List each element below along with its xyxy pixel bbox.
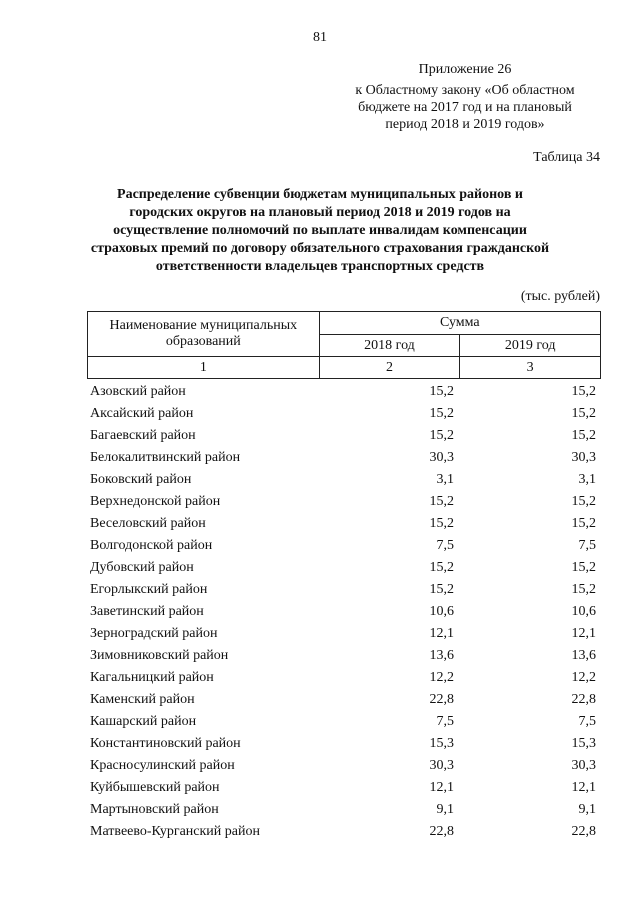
row-value-2018: 13,6 (429, 648, 454, 663)
row-value-2018: 15,2 (429, 428, 454, 443)
row-value-2019: 15,2 (571, 560, 596, 575)
appendix-line-2: бюджете на 2017 год и на плановый (358, 100, 572, 115)
page-number: 81 (313, 30, 327, 45)
row-value-2019: 15,2 (571, 406, 596, 421)
row-name: Волгодонской район (90, 538, 213, 553)
table-row (90, 381, 602, 403)
column-number-2: 2 (319, 357, 460, 379)
document-heading (70, 186, 570, 276)
row-value-2018: 15,3 (429, 736, 454, 751)
row-name: Константиновский район (90, 736, 241, 751)
row-value-2019: 3,1 (578, 472, 596, 487)
column-number-1: 1 (88, 357, 320, 379)
row-name: Аксайский район (90, 406, 194, 421)
table-row (90, 821, 602, 843)
table-row (90, 623, 602, 645)
row-value-2018: 15,2 (429, 582, 454, 597)
row-value-2019: 22,8 (571, 692, 596, 707)
row-value-2018: 7,5 (436, 538, 454, 553)
row-name: Заветинский район (90, 604, 204, 619)
row-name: Дубовский район (90, 560, 194, 575)
appendix-line-3: период 2018 и 2019 годов» (385, 117, 545, 132)
row-value-2019: 12,1 (571, 626, 596, 641)
column-header-sum: Сумма (319, 312, 600, 335)
row-name: Красносулинский район (90, 758, 235, 773)
heading-line-3: осуществление полномочий по выплате инвалидам компенсации (113, 223, 527, 238)
table-row (90, 425, 602, 447)
unit-label: (тыс. рублей) (520, 289, 600, 304)
table-header (87, 311, 601, 379)
row-value-2019: 13,6 (571, 648, 596, 663)
table-row (90, 601, 602, 623)
row-name: Каменский район (90, 692, 195, 707)
table-row (90, 755, 602, 777)
row-value-2018: 10,6 (429, 604, 454, 619)
row-value-2018: 15,2 (429, 560, 454, 575)
table-row (90, 403, 602, 425)
row-value-2019: 30,3 (571, 450, 596, 465)
heading-line-4: страховых премий по договору обязательного страхования гражданской (90, 241, 550, 256)
row-name: Мартыновский район (90, 802, 219, 817)
row-value-2019: 12,2 (571, 670, 596, 685)
row-name: Егорлыкский район (90, 582, 208, 597)
row-value-2018: 22,8 (429, 692, 454, 707)
row-value-2018: 12,1 (429, 626, 454, 641)
heading-line-5: ответственности владельцев транспортных средств (155, 259, 485, 274)
heading-line-1: Распределение субвенции бюджетам муниципальных районов и (117, 187, 523, 202)
appendix-title: Приложение 26 (418, 62, 512, 77)
table-body (90, 381, 602, 843)
row-value-2018: 15,2 (429, 406, 454, 421)
appendix-block (330, 61, 600, 133)
row-value-2018: 12,1 (429, 780, 454, 795)
row-value-2019: 15,2 (571, 494, 596, 509)
row-value-2018: 15,2 (429, 494, 454, 509)
column-number-3: 3 (460, 357, 601, 379)
table-row (90, 667, 602, 689)
row-value-2019: 15,2 (571, 516, 596, 531)
row-name: Куйбышевский район (90, 780, 220, 795)
column-header-name: Наименование муниципальных образований (88, 312, 320, 357)
row-value-2018: 22,8 (429, 824, 454, 839)
row-value-2018: 7,5 (436, 714, 454, 729)
table-row (90, 469, 602, 491)
row-value-2019: 22,8 (571, 824, 596, 839)
row-name: Кагальницкий район (90, 670, 214, 685)
row-value-2019: 10,6 (571, 604, 596, 619)
table-row (90, 535, 602, 557)
row-value-2019: 15,3 (571, 736, 596, 751)
table-row (90, 557, 602, 579)
row-value-2018: 9,1 (436, 802, 454, 817)
row-name: Багаевский район (90, 428, 196, 443)
row-value-2019: 30,3 (571, 758, 596, 773)
heading-line-2: городских округов на плановый период 2018 и 2019 годов на (129, 205, 511, 220)
row-value-2019: 12,1 (571, 780, 596, 795)
column-header-2018: 2018 год (319, 335, 460, 357)
table-row (90, 689, 602, 711)
table-row (90, 777, 602, 799)
row-value-2019: 7,5 (578, 538, 596, 553)
table-row (90, 733, 602, 755)
table-row (90, 711, 602, 733)
row-name: Матвеево-Курганский район (90, 824, 260, 839)
row-value-2018: 30,3 (429, 758, 454, 773)
row-value-2019: 15,2 (571, 582, 596, 597)
column-header-2019: 2019 год (460, 335, 601, 357)
row-value-2018: 15,2 (429, 384, 454, 399)
row-name: Белокалитвинский район (90, 450, 241, 465)
row-value-2019: 15,2 (571, 384, 596, 399)
row-name: Веселовский район (90, 516, 206, 531)
row-value-2019: 15,2 (571, 428, 596, 443)
row-name: Зерноградский район (90, 626, 218, 641)
row-value-2018: 3,1 (436, 472, 454, 487)
table-row (90, 579, 602, 601)
row-name: Кашарский район (90, 714, 197, 729)
row-value-2018: 12,2 (429, 670, 454, 685)
table-row (90, 513, 602, 535)
table-row (90, 645, 602, 667)
row-name: Зимовниковский район (90, 648, 229, 663)
appendix-line-1: к Областному закону «Об областном (355, 83, 575, 98)
row-value-2019: 9,1 (578, 802, 596, 817)
row-name: Боковский район (90, 472, 192, 487)
table-row (90, 447, 602, 469)
row-name: Верхнедонской район (90, 494, 221, 509)
table-row (90, 799, 602, 821)
row-value-2019: 7,5 (578, 714, 596, 729)
row-name: Азовский район (90, 384, 186, 399)
table-row (90, 491, 602, 513)
table-label: Таблица 34 (533, 150, 600, 165)
row-value-2018: 30,3 (429, 450, 454, 465)
row-value-2018: 15,2 (429, 516, 454, 531)
